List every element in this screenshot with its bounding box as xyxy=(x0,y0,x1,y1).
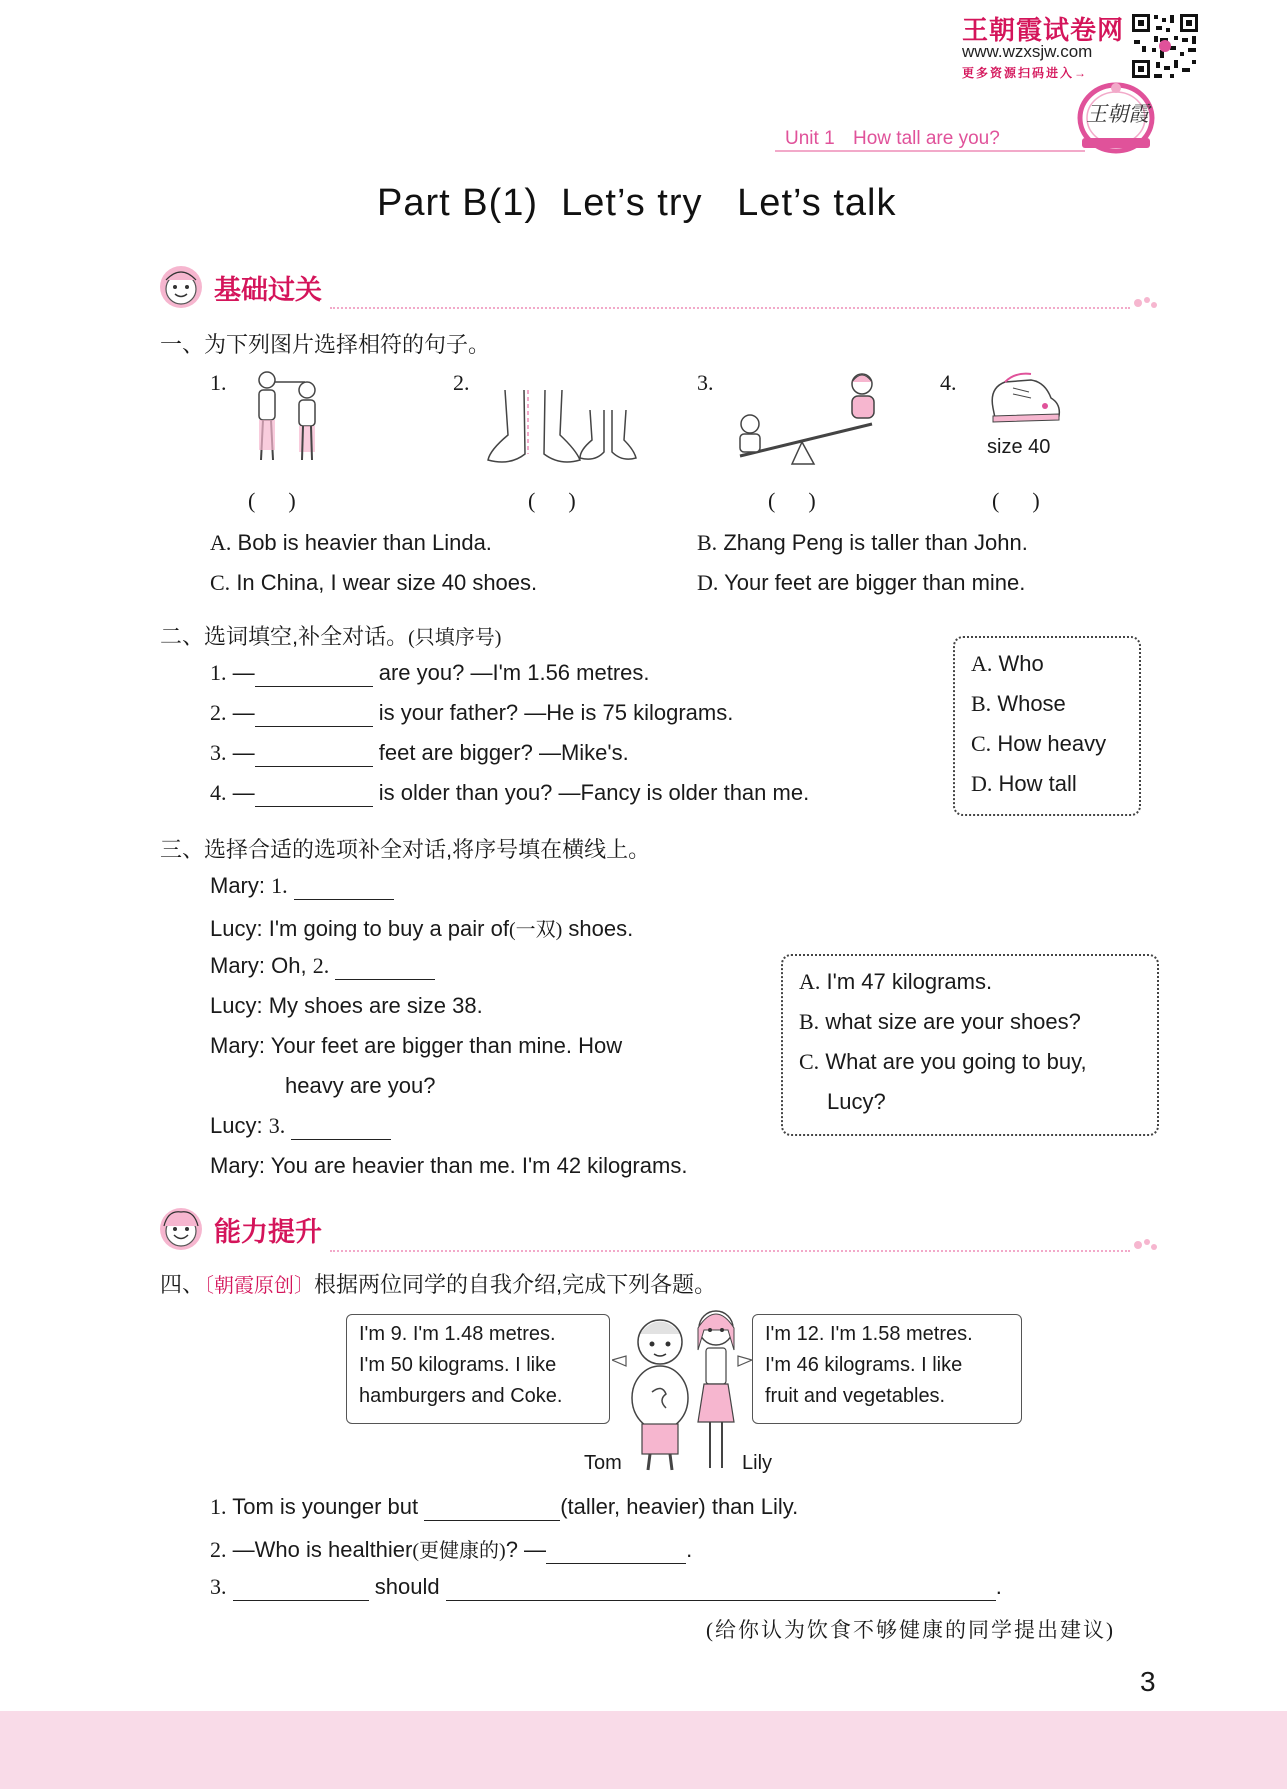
unit-title: How tall are you? xyxy=(853,128,1000,149)
lily-label: Lily xyxy=(742,1452,773,1474)
section-advanced-title: 能力提升 xyxy=(214,1216,322,1247)
original-tag: 〔朝霞原创〕 xyxy=(204,1275,315,1297)
q2-blank-2[interactable] xyxy=(255,700,373,727)
section-basic-title: 基础过关 xyxy=(214,274,322,305)
q3-box-option: C. What are you going to buy, xyxy=(799,1049,1087,1074)
q2-item: 2. — is your father? —He is 75 kilograms. xyxy=(210,700,734,725)
brand-title: 王朝霞试卷网 xyxy=(962,15,1125,45)
q1-pic4-answer[interactable]: ( ) xyxy=(992,488,1040,513)
q3-box-option-continued: Lucy? xyxy=(827,1089,886,1114)
footer-band xyxy=(0,1711,1287,1789)
q2-heading: 二、选词填空,补全对话。(只填序号) xyxy=(160,624,502,649)
q1-pic2-answer[interactable]: ( ) xyxy=(528,488,576,513)
dialogue-line: Mary: Your feet are bigger than mine. How xyxy=(210,1033,623,1058)
section-basic-header xyxy=(158,264,322,310)
unit-underline xyxy=(775,150,1085,152)
dialogue-line: Lucy: My shoes are size 38. xyxy=(210,993,483,1018)
q2-blank-3[interactable] xyxy=(255,740,373,767)
q1-pic4-num: 4. xyxy=(940,370,957,395)
lily-speech-bubble: I'm 12. I'm 1.58 metres. I'm 46 kilograms. I like fruit and vegetables. xyxy=(752,1314,1022,1424)
dots-decoration-icon xyxy=(1132,294,1158,312)
q1-pic1-answer[interactable]: ( ) xyxy=(248,488,296,513)
q1-pic3-answer[interactable]: ( ) xyxy=(768,488,816,513)
tom-and-lily-picture xyxy=(612,1300,752,1480)
seal-text: 王朝霞 xyxy=(1086,102,1149,126)
q1-option-b: B. Zhang Peng is taller than John. xyxy=(697,530,1028,555)
unit-label: Unit 1 xyxy=(785,128,835,149)
q1-option-a: A. Bob is heavier than Linda. xyxy=(210,530,492,555)
q1-pic4-caption: size 40 xyxy=(987,436,1051,458)
kid-face-icon xyxy=(158,264,204,310)
q2-item: 3. — feet are bigger? —Mike's. xyxy=(210,740,629,765)
q2-word-box xyxy=(953,636,1141,816)
q2-box-option: D. How tall xyxy=(971,771,1077,796)
q2-box-option: C. How heavy xyxy=(971,731,1107,756)
seesaw-picture xyxy=(722,368,892,468)
brand-url[interactable]: www.wzxsjw.com xyxy=(962,42,1093,61)
q4-blank-1[interactable] xyxy=(424,1494,560,1521)
q3-box-option: A. I'm 47 kilograms. xyxy=(799,969,993,994)
dialogue-line: Lucy: 3. xyxy=(210,1113,391,1140)
dialogue-line: Lucy: I'm going to buy a pair of(一双) shoes. xyxy=(210,916,634,941)
q1-heading: 一、为下列图片选择相符的句子。 xyxy=(160,332,491,357)
dots-decoration-icon xyxy=(1132,1236,1158,1254)
q4-blank-3[interactable] xyxy=(233,1574,369,1601)
q3-heading: 三、选择合适的选项补全对话,将序号填在横线上。 xyxy=(160,837,651,862)
q2-item: 4. — is older than you? —Fancy is older than me. xyxy=(210,780,810,805)
q4-item: 2. —Who is healthier(更健康的)? — . xyxy=(210,1537,693,1562)
section-advanced-header xyxy=(158,1206,322,1252)
q3-option-box xyxy=(781,954,1159,1136)
q3-blank-2[interactable] xyxy=(335,953,435,980)
dialogue-line-continued: heavy are you? xyxy=(285,1073,436,1098)
q4-heading: 四、〔朝霞原创〕根据两位同学的自我介绍,完成下列各题。 xyxy=(160,1272,717,1297)
two-boys-picture xyxy=(245,368,335,468)
q2-box-option: B. Whose xyxy=(971,691,1066,716)
q4-item: 3. should . xyxy=(210,1574,1002,1599)
q4-item: 1. Tom is younger but (taller, heavier) than Lily. xyxy=(210,1494,799,1519)
q3-blank-3[interactable] xyxy=(291,1113,391,1140)
kid-face-icon xyxy=(158,1206,204,1252)
q4-hint: (给你认为饮食不够健康的同学提出建议) xyxy=(706,1618,1115,1642)
dialogue-line: Mary: 1. xyxy=(210,873,394,900)
dialogue-line: Mary: You are heavier than me. I'm 42 kilograms. xyxy=(210,1153,688,1178)
page-title: Part B(1) Let’s try Let’s talk xyxy=(377,182,897,224)
q1-pic1-num: 1. xyxy=(210,370,227,395)
q1-pic3-num: 3. xyxy=(697,370,714,395)
q1-option-d: D. Your feet are bigger than mine. xyxy=(697,570,1026,595)
tom-speech-bubble: I'm 9. I'm 1.48 metres. I'm 50 kilograms. I like hamburgers and Coke. xyxy=(346,1314,610,1424)
q2-box-option: A. Who xyxy=(971,651,1044,676)
q3-box-option: B. what size are your shoes? xyxy=(799,1009,1081,1034)
q2-blank-1[interactable] xyxy=(255,660,373,687)
q2-blank-4[interactable] xyxy=(255,780,373,807)
qr-code-icon[interactable] xyxy=(1130,12,1200,80)
dialogue-line: Mary: Oh, 2. xyxy=(210,953,435,980)
q4-blank-4[interactable] xyxy=(446,1574,996,1601)
tom-label: Tom xyxy=(584,1452,622,1474)
q1-pic2-num: 2. xyxy=(453,370,470,395)
section-advanced-divider xyxy=(330,1250,1130,1252)
sneakers-picture xyxy=(985,368,1065,430)
section-basic-divider xyxy=(330,307,1130,309)
feet-picture xyxy=(480,390,640,470)
q1-option-c: C. In China, I wear size 40 shoes. xyxy=(210,570,538,595)
page-number: 3 xyxy=(1140,1666,1156,1697)
q3-blank-1[interactable] xyxy=(294,873,394,900)
q4-blank-2[interactable] xyxy=(546,1537,686,1564)
brand-more-text: 更多资源扫码进入→ xyxy=(962,66,1089,80)
q2-item: 1. — are you? —I'm 1.56 metres. xyxy=(210,660,650,685)
